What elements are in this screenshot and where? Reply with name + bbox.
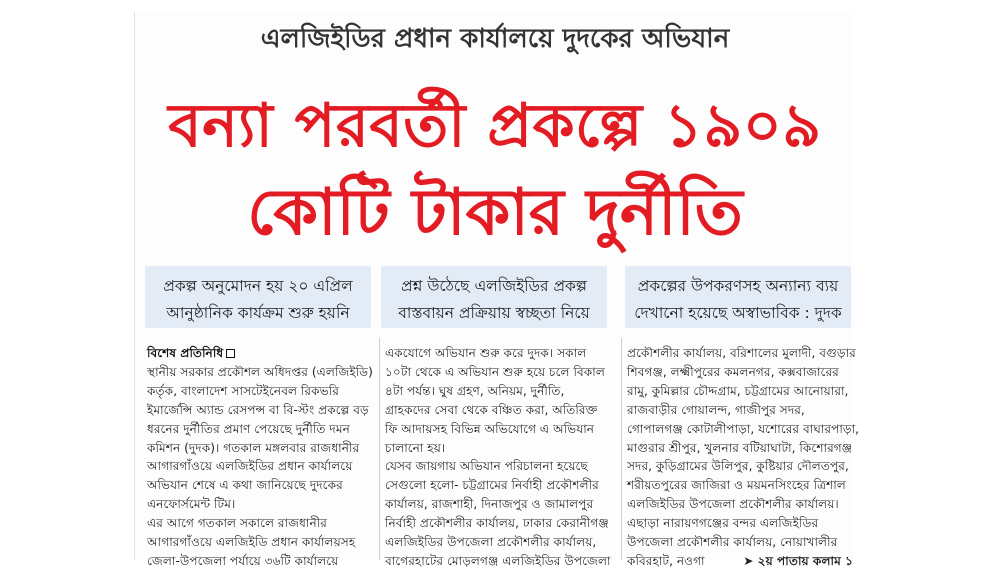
subhead-box-2	[381, 266, 607, 328]
text-line: প্রকৌশলীর কার্যালয়, বরিশালের মুলাদী, বগুড়ার	[627, 346, 856, 360]
text-line: সদর, কুড়িগ্রামের উলিপুর, কুষ্টিয়ার দৌলতপুর,	[627, 459, 849, 474]
text-line: কবিরহাট, নওগা	[627, 553, 705, 568]
text-line: ৪টা পর্যন্ত। ঘুষ গ্রহণ, অনিয়ম, দুর্নীতি,	[385, 383, 565, 398]
text-line: ফি আদায়সহ বিভিন্ন অভিযোগে এ অভিযান	[385, 421, 595, 436]
subhead-1-line-1: প্রকল্প অনুমোদন হয় ২০ এপ্রিল	[163, 277, 353, 295]
text-line: অভিযান শেষে এ কথা জানিয়েছে দুদকের	[147, 478, 343, 493]
text-line: স্থানীয় সরকার প্রকৌশল অধিদপ্তর (এলজিইডি)	[147, 364, 373, 379]
text-line: বাগেরহাটের মোড়লগঞ্জ এলজিইডির উপজেলা	[385, 553, 611, 568]
kicker-headline: এলজিইডির প্রধান কার্যালয়ে দুদকের অভিযান	[260, 24, 730, 54]
subhead-3-line-1: প্রকল্পের উপকরণসহ অন্যান্য ব্যয়	[637, 277, 839, 295]
last-line	[627, 552, 853, 571]
square-bullet-icon	[226, 349, 235, 358]
text-line: উপজেলা প্রকৌশলীর কার্যালয়, নোয়াখালীর	[627, 535, 838, 550]
subhead-2-line-1: প্রশ্ন উঠেছে এলজিইডির প্রকল্প	[401, 277, 587, 295]
continued-on-page-2: ➤ ২য় পাতায় কলাম ১	[743, 553, 853, 568]
article-column-2	[385, 344, 617, 571]
subhead-box-1	[145, 266, 371, 328]
article-column-1	[147, 344, 375, 571]
text-line: ইমার্জেন্সি অ্যান্ড রেসপন্স বা বি-স্টং প্রকল্পে বড়	[147, 402, 369, 417]
subhead-box-3	[625, 266, 851, 328]
text-line: রাজবাড়ীর গোয়ালন্দ, গাজীপুর সদর,	[627, 402, 805, 417]
text-line: কর্তৃক, বাংলাদেশ সাসটেইনেবল রিকভরি	[147, 383, 339, 398]
text-line: শিবগঞ্জ, লক্ষ্মীপুরের কমলনগর, কক্সবাজারের	[627, 364, 839, 379]
text-line: কমিশন (দুদক)। গতকাল মঙ্গলবার রাজধানীর	[147, 440, 360, 455]
text-line: যেসব জায়গায় অভিযান পরিচালনা হয়েছে	[385, 459, 588, 474]
text-line: আগারগাঁওয়ে এলজিইডি প্রধান কার্যালয়সহ	[147, 535, 356, 550]
main-headline-line-1: বন্যা পরবর্তী প্রকল্পে ১৯০৯	[168, 91, 822, 161]
text-line: এর আগে গতকাল সকালে রাজধানীর	[147, 516, 327, 531]
text-line: গ্রাহকদের সেবা থেকে বঞ্চিত করা, অতিরিক্ত	[385, 402, 598, 417]
text-line: একযোগে অভিযান শুরু করে দুদক। সকাল	[385, 346, 587, 360]
text-line: ধরনের দুর্নীতির প্রমাণ পেয়েছে দুর্নীতি দমন	[147, 421, 350, 436]
column-divider	[379, 338, 380, 560]
text-line: ১০টা থেকে এ অভিযান শুরু হয়ে চলে বিকাল	[385, 364, 605, 379]
text-line: নির্বাহী প্রকৌশলীর কার্যালয়, ঢাকার কেরানীগঞ্জ	[385, 516, 609, 531]
text-line: এলজিইডির উপজেলা প্রকৌশলীর কার্যালয়,	[385, 535, 597, 550]
text-line: রামু, কুমিল্লার চৌদ্দগ্রাম, চট্টগ্রামের আনোয়ারা,	[627, 383, 849, 398]
text-line: গোপালগঞ্জ কোটালীপাড়া, যশোরের বাঘারপাড়া,	[627, 421, 860, 436]
text-line: জেলা-উপজেলা পর্যায়ে ৩৬টি কার্যালয়ে	[147, 553, 339, 568]
newspaper-clipping	[134, 12, 860, 568]
byline	[147, 344, 375, 363]
column-divider	[621, 338, 622, 560]
subhead-3-line-2: দেখানো হয়েছে অস্বাভাবিক : দুদক	[634, 304, 842, 322]
text-line: চালানো হয়।	[385, 440, 446, 455]
subhead-2-line-2: বাস্তবায়ন প্রক্রিয়ায় স্বচ্ছতা নিয়ে	[398, 304, 590, 322]
text-line: এনফোর্সমেন্ট টিম।	[147, 497, 236, 512]
text-line: সেগুলো হলো- চট্টগ্রামের নির্বাহী প্রকৌশলীর	[385, 478, 599, 493]
subhead-1-line-2: আনুষ্ঠানিক কার্যক্রম শুরু হয়নি	[166, 304, 350, 322]
text-line: এলজিইডির উপজেলা প্রকৌশলীর কার্যালয়।	[627, 497, 839, 512]
text-line: কার্যালয়, রাজশাহী, দিনাজপুর ও জামালপুর	[385, 497, 594, 512]
main-headline-line-2: কোটি টাকার দুর্নীতি	[247, 176, 743, 250]
article-column-3	[627, 344, 860, 571]
text-line: আগারগাঁওয়ে এলজিইডির প্রধান কার্যালয়ে	[147, 459, 353, 474]
byline-text: বিশেষ প্রতিনিধি	[147, 346, 224, 360]
text-line: মাগুরার শ্রীপুর, খুলনার বটিয়াঘাটা, কিশোরগঞ্জ	[627, 440, 853, 455]
text-line: শরীয়তপুরের জাজিরা ও ময়মনসিংহের ত্রিশাল	[627, 478, 846, 493]
text-line: এছাড়া নারায়ণগঞ্জের বন্দর এলজিইডির	[627, 516, 819, 531]
